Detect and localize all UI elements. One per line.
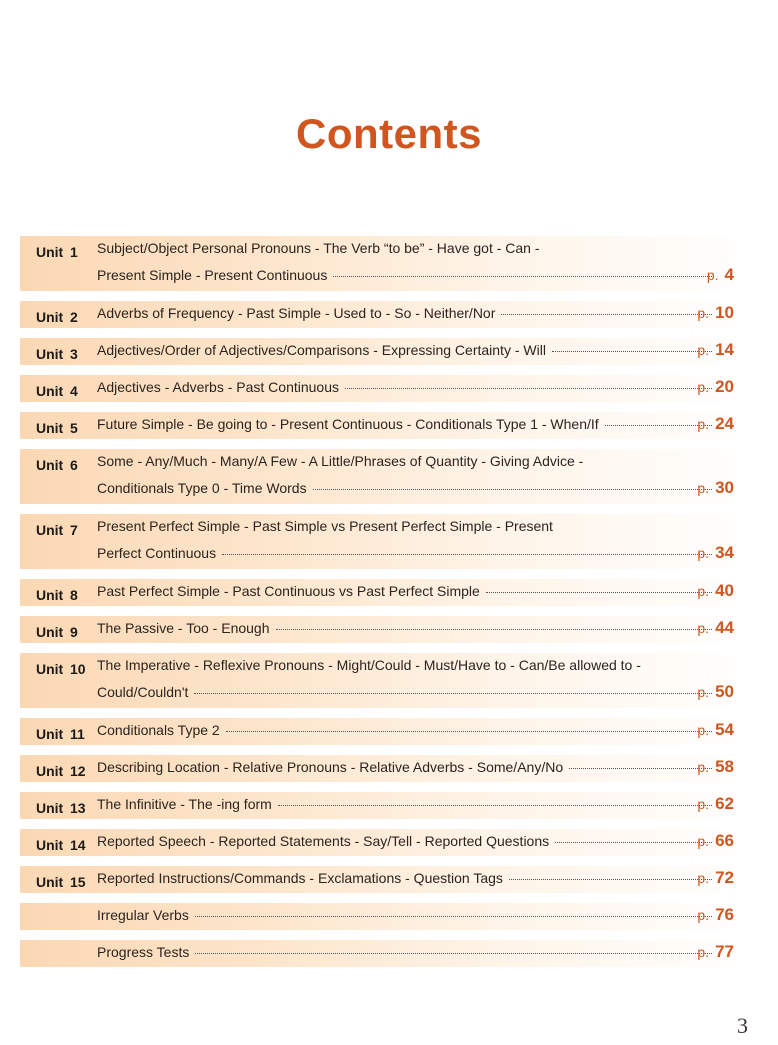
- toc-entry-line: [97, 657, 718, 677]
- unit-word: Unit: [36, 661, 64, 677]
- unit-word: Unit: [36, 420, 64, 436]
- dotted-leader: [345, 387, 712, 389]
- topic-text: Conditionals Type 0 - Time Words: [97, 480, 307, 496]
- page-value: 62: [715, 794, 734, 813]
- page-reference: [697, 377, 734, 397]
- unit-number: 1: [70, 244, 78, 260]
- page-title: Contents: [296, 110, 482, 157]
- unit-label: [36, 624, 78, 640]
- unit-label: [36, 661, 86, 677]
- page-prefix: p.: [697, 545, 710, 561]
- page-value: 54: [715, 720, 734, 739]
- unit-word: Unit: [36, 383, 64, 399]
- toc-entry-line: [97, 796, 718, 816]
- page-reference: [707, 265, 734, 285]
- page-reference: [697, 581, 734, 601]
- page-prefix: p.: [697, 480, 710, 496]
- topic-text: Perfect Continuous: [97, 545, 217, 561]
- page-value: 44: [715, 618, 734, 637]
- unit-label: [36, 763, 86, 779]
- page-value: 34: [715, 543, 734, 562]
- page-reference: [697, 618, 734, 638]
- topic-text: Present Simple - Present Continuous: [97, 267, 328, 283]
- unit-number: 14: [70, 837, 86, 853]
- toc-row[interactable]: [20, 718, 758, 745]
- dotted-leader: [278, 804, 712, 806]
- unit-number: 7: [70, 522, 78, 538]
- unit-number: 11: [70, 726, 85, 742]
- dotted-leader: [501, 313, 712, 315]
- unit-number: 8: [70, 587, 78, 603]
- toc-row[interactable]: [20, 616, 758, 643]
- unit-label: [36, 522, 78, 538]
- page-reference: [697, 414, 734, 434]
- toc-entry-line: [97, 545, 718, 565]
- unit-word: Unit: [36, 309, 64, 325]
- topic-text: The Imperative - Reflexive Pronouns - Might/Could - Must/Have to - Can/Be allowed to -: [97, 657, 641, 673]
- page-reference: [697, 543, 734, 563]
- unit-number: 6: [70, 457, 78, 473]
- toc-entry-line: [97, 583, 718, 603]
- unit-label: [36, 837, 86, 853]
- page-value: 4: [724, 265, 734, 284]
- toc-entry-line: [97, 379, 718, 399]
- toc-row[interactable]: [20, 653, 758, 708]
- unit-number: 3: [70, 346, 78, 362]
- page-reference: [697, 868, 734, 888]
- toc-row[interactable]: [20, 866, 758, 893]
- page-reference: [697, 942, 734, 962]
- dotted-leader: [276, 628, 712, 630]
- dotted-leader: [552, 350, 712, 352]
- topic-text: Adjectives/Order of Adjectives/Comparisons - Expressing Certainty - Will: [97, 342, 546, 358]
- toc-entry-line: [97, 833, 718, 853]
- page-prefix: p.: [697, 796, 710, 812]
- dotted-leader: [569, 767, 712, 769]
- page-value: 40: [715, 581, 734, 600]
- topic-text: Reported Instructions/Commands - Exclamations - Question Tags: [97, 870, 503, 886]
- toc-row[interactable]: [20, 375, 758, 402]
- dotted-leader: [222, 553, 712, 555]
- unit-word: Unit: [36, 837, 64, 853]
- page-prefix: p.: [697, 833, 710, 849]
- dotted-leader: [195, 952, 712, 954]
- dotted-leader: [195, 915, 712, 917]
- page-reference: [697, 340, 734, 360]
- unit-number: 12: [70, 763, 86, 779]
- topic-text: Could/Couldn't: [97, 684, 189, 700]
- topic-text: The Infinitive - The -ing form: [97, 796, 272, 812]
- page-reference: [697, 478, 734, 498]
- toc-entry-line: [97, 684, 718, 704]
- toc-row[interactable]: [20, 301, 758, 328]
- unit-number: 5: [70, 420, 78, 436]
- toc-entry-line: [97, 416, 718, 436]
- toc-entry-line: [97, 907, 718, 927]
- topic-text: Some - Any/Much - Many/A Few - A Little/Phrases of Quantity - Giving Advice -: [97, 453, 584, 469]
- topic-text: Past Perfect Simple - Past Continuous vs Past Perfect Simple: [97, 583, 480, 599]
- unit-word: Unit: [36, 624, 64, 640]
- toc-entry-line: [97, 722, 718, 742]
- page-reference: [697, 720, 734, 740]
- topic-text: Describing Location - Relative Pronouns - Relative Adverbs - Some/Any/No: [97, 759, 564, 775]
- unit-word: Unit: [36, 587, 64, 603]
- unit-word: Unit: [36, 522, 64, 538]
- dotted-leader: [486, 591, 712, 593]
- page-value: 20: [715, 377, 734, 396]
- topic-text: Subject/Object Personal Pronouns - The Verb “to be” - Have got - Can -: [97, 240, 540, 256]
- page-prefix: p.: [697, 870, 710, 886]
- dotted-leader: [313, 488, 712, 490]
- toc-row[interactable]: [20, 236, 758, 291]
- unit-number: 9: [70, 624, 78, 640]
- toc-entry-line: [97, 342, 718, 362]
- toc-entry-line: [97, 453, 718, 473]
- page-value: 50: [715, 682, 734, 701]
- unit-number: 13: [70, 800, 86, 816]
- page-prefix: p.: [697, 379, 710, 395]
- unit-number: 10: [70, 661, 86, 677]
- page-prefix: p.: [697, 907, 710, 923]
- unit-label: [36, 346, 78, 362]
- unit-label: [36, 800, 86, 816]
- toc-entry-line: [97, 305, 718, 325]
- dotted-leader: [333, 275, 712, 277]
- page-value: 76: [715, 905, 734, 924]
- unit-label: [36, 420, 78, 436]
- unit-word: Unit: [36, 457, 64, 473]
- unit-word: Unit: [36, 346, 64, 362]
- page-value: 77: [715, 942, 734, 961]
- page-prefix: p.: [697, 416, 710, 432]
- topic-text: Progress Tests: [97, 944, 190, 960]
- toc-row[interactable]: [20, 792, 758, 819]
- toc-row[interactable]: [20, 579, 758, 606]
- page-value: 30: [715, 478, 734, 497]
- page-value: 24: [715, 414, 734, 433]
- toc-entry-line: [97, 620, 718, 640]
- toc-entry-line: [97, 870, 718, 890]
- topic-text: Adjectives - Adverbs - Past Continuous: [97, 379, 340, 395]
- unit-label: [36, 383, 78, 399]
- toc-row[interactable]: [20, 755, 758, 782]
- toc-row[interactable]: [20, 338, 758, 365]
- topic-text: Irregular Verbs: [97, 907, 189, 923]
- toc-row[interactable]: [20, 903, 758, 930]
- unit-word: Unit: [36, 800, 64, 816]
- dotted-leader: [555, 841, 712, 843]
- topic-text: The Passive - Too - Enough: [97, 620, 270, 636]
- toc-entry-line: [97, 944, 718, 964]
- page-value: 72: [715, 868, 734, 887]
- unit-number: 15: [70, 874, 86, 890]
- unit-word: Unit: [36, 244, 64, 260]
- toc-row[interactable]: [20, 412, 758, 439]
- page-value: 14: [715, 340, 734, 359]
- page-reference: [697, 757, 734, 777]
- page-value: 66: [715, 831, 734, 850]
- topic-text: Present Perfect Simple - Past Simple vs Present Perfect Simple - Present: [97, 518, 553, 534]
- toc-entry-line: [97, 480, 718, 500]
- page-reference: [697, 682, 734, 702]
- unit-label: [36, 726, 85, 742]
- topic-text: Future Simple - Be going to - Present Continuous - Conditionals Type 1 - When/If: [97, 416, 599, 432]
- page-reference: [697, 303, 734, 323]
- page-prefix: p.: [697, 759, 710, 775]
- page-prefix: p.: [697, 342, 710, 358]
- page-reference: [697, 794, 734, 814]
- page-prefix: p.: [697, 305, 710, 321]
- toc-entry-line: [97, 267, 718, 287]
- page-prefix: p.: [697, 583, 710, 599]
- dotted-leader: [226, 730, 712, 732]
- page-number: 3: [737, 1013, 748, 1038]
- topic-text: Adverbs of Frequency - Past Simple - Used to - So - Neither/Nor: [97, 305, 496, 321]
- topic-text: Conditionals Type 2: [97, 722, 220, 738]
- unit-word: Unit: [36, 726, 64, 742]
- toc-entry-line: [97, 518, 718, 538]
- dotted-leader: [605, 424, 712, 426]
- unit-label: [36, 457, 78, 473]
- toc-entry-line: [97, 759, 718, 779]
- unit-label: [36, 244, 78, 260]
- toc-row[interactable]: [20, 449, 758, 504]
- toc-row[interactable]: [20, 514, 758, 569]
- topic-text: Reported Speech - Reported Statements - Say/Tell - Reported Questions: [97, 833, 550, 849]
- unit-number: 2: [70, 309, 78, 325]
- dotted-leader: [509, 878, 712, 880]
- unit-label: [36, 309, 78, 325]
- page-reference: [697, 831, 734, 851]
- page-prefix: p.: [697, 684, 710, 700]
- unit-word: Unit: [36, 874, 64, 890]
- unit-number: 4: [70, 383, 78, 399]
- toc-entry-line: [97, 240, 718, 260]
- toc-row[interactable]: [20, 829, 758, 856]
- unit-word: Unit: [36, 763, 64, 779]
- page-value: 10: [715, 303, 734, 322]
- unit-label: [36, 874, 86, 890]
- page-prefix: p.: [697, 722, 710, 738]
- page-reference: [697, 905, 734, 925]
- page-prefix: p.: [706, 267, 719, 283]
- page-prefix: p.: [697, 944, 710, 960]
- dotted-leader: [194, 692, 712, 694]
- page-value: 58: [715, 757, 734, 776]
- unit-label: [36, 587, 78, 603]
- page-prefix: p.: [697, 620, 710, 636]
- toc-row[interactable]: [20, 940, 758, 967]
